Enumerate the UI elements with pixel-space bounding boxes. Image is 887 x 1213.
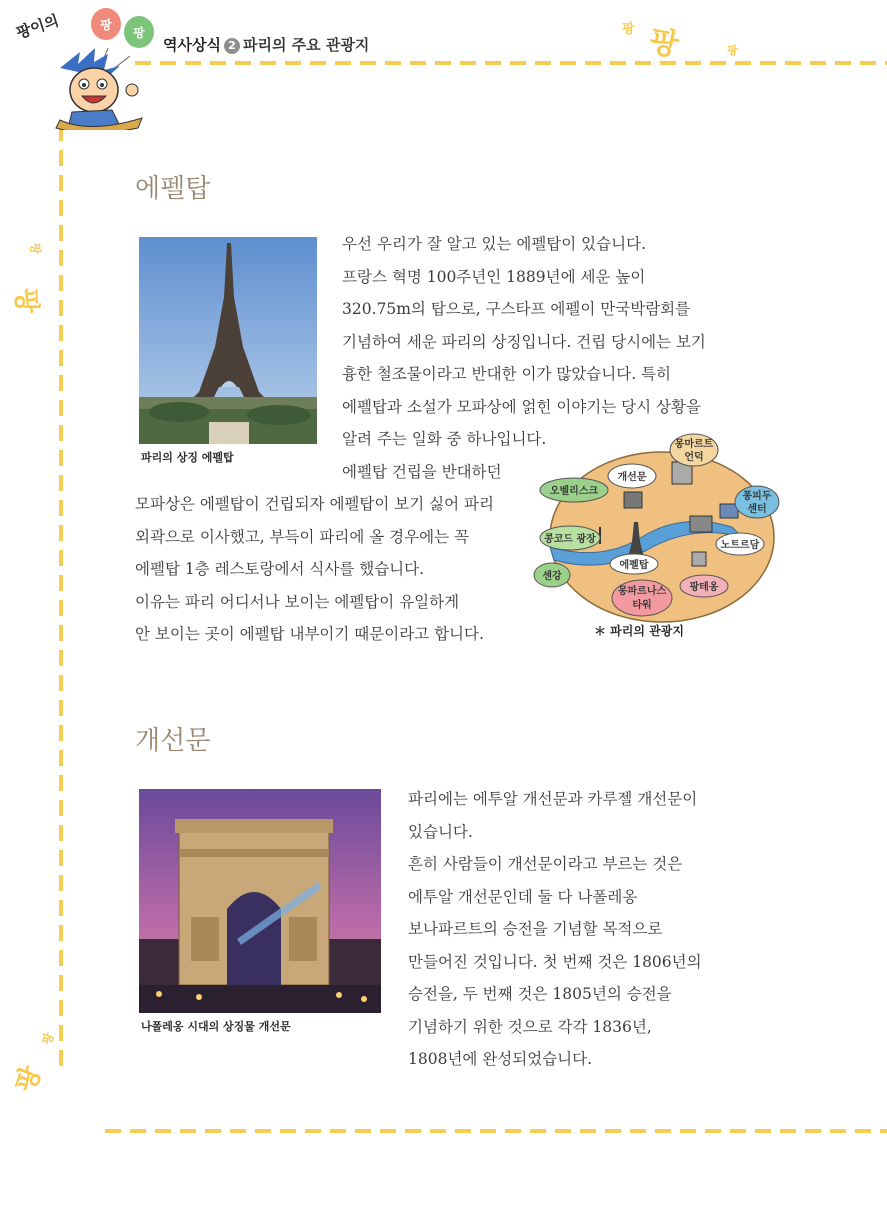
text-line: 320.75m의 탑으로, 구스타프 에펠이 만국박람회를 [342, 300, 691, 318]
text-line: 에펠탑과 소설가 모파상에 얽힌 이야기는 당시 상황을 [342, 397, 701, 416]
text-line: 파리에는 에투알 개선문과 카루젤 개선문이 [408, 790, 698, 808]
map-label-pantheon: 팡테옹 [689, 582, 719, 593]
deco-glyph-top-right: 팡 [645, 23, 682, 64]
arc-de-triomphe-photo [139, 789, 381, 1013]
text-line: 알려 주는 일화 중 하나입니다. [342, 430, 547, 448]
map-label-montmartre-2: 언덕 [684, 452, 704, 463]
page-header-title [163, 34, 369, 55]
text-line: 외곽으로 이사했고, 부득이 파리에 올 경우에는 꼭 [135, 527, 469, 546]
text-line: 우선 우리가 잘 알고 있는 에펠탑이 있습니다. [342, 235, 647, 253]
eiffel-paragraph-bottom [135, 488, 494, 651]
text-line: 프랑스 혁명 100주년인 1889년에 세운 높이 [342, 267, 646, 286]
deco-glyph-small-4: 팡 [39, 1030, 57, 1047]
text-line: 있습니다. [408, 822, 473, 841]
map-label-notredame: 노트르담 [720, 540, 760, 551]
map-label-pompidou-2: 센터 [747, 504, 767, 515]
balloon-left: 팡 [91, 8, 121, 40]
map-label-montmartre: 몽마르트 [674, 439, 714, 450]
text-line: 에펠탑 건립을 반대하던 [342, 462, 502, 481]
text-line: 에투알 개선문인데 둘 다 나폴레옹 [408, 887, 638, 906]
map-label-obelisk: 오벨리스크 [549, 486, 599, 497]
eiffel-photo-caption: 파리의 상징 에펠탑 [141, 451, 234, 464]
brand-label: 팡이의 [14, 11, 62, 43]
map-label-concorde: 콩코드 광장 [544, 534, 596, 545]
text-line: 1808년에 완성되었습니다. [408, 1050, 593, 1068]
map-label-eiffel: 에펠탑 [619, 560, 649, 571]
balloon-right: 팡 [124, 16, 154, 48]
map-caption: ＊ 파리의 관광지 [594, 624, 684, 638]
map-label-arc: 개선문 [617, 472, 647, 483]
map-label-montparnasse: 몽파르나스 [617, 586, 667, 597]
text-line: 만들어진 것입니다. 첫 번째 것은 1806년의 [408, 952, 702, 971]
deco-glyph-small-2: 팡 [727, 44, 738, 57]
text-line: 승전을, 두 번째 것은 1805년의 승전을 [408, 985, 672, 1003]
category-label: 역사상식 [163, 36, 221, 54]
section-title-eiffel: 에펠탑 [135, 174, 211, 204]
map-label-seine: 센강 [542, 571, 562, 582]
mascot-character [50, 38, 150, 130]
text-line: 기념하기 위한 것으로 각각 1836년, [408, 1017, 652, 1036]
section-title-arc: 개선문 [135, 726, 211, 756]
arc-paragraph [408, 783, 702, 1076]
deco-glyph-small-3: 팡 [28, 242, 43, 255]
text-line: 안 보이는 곳이 에펠탑 내부이기 때문이라고 합니다. [135, 625, 484, 643]
text-line: 이유는 파리 어디서나 보이는 에펠탑이 유일하게 [135, 592, 460, 611]
text-line: 에펠탑 1층 레스토랑에서 식사를 했습니다. [135, 560, 425, 578]
eiffel-tower-photo [139, 237, 317, 444]
text-line: 보나파르트의 승전을 기념할 목적으로 [408, 920, 663, 938]
arc-photo-caption: 나폴레옹 시대의 상징물 개선문 [141, 1020, 291, 1033]
paris-tourist-map [532, 432, 782, 644]
map-label-pompidou: 퐁피두 [742, 491, 772, 502]
map-label-montparnasse-2: 타워 [632, 600, 652, 611]
text-line: 모파상은 에펠탑이 건립되자 에펠탑이 보기 싫어 파리 [135, 495, 494, 513]
header-subtitle: 파리의 주요 관광지 [242, 36, 370, 54]
deco-glyph-left: 팡 [11, 287, 42, 314]
text-line: 흉한 철조물이라고 반대한 이가 많았습니다. 특히 [342, 365, 672, 383]
text-line: 흔히 사람들이 개선문이라고 부르는 것은 [408, 855, 683, 873]
deco-glyph-small-1: 팡 [622, 22, 635, 37]
text-line: 기념하여 세운 파리의 상징입니다. 건립 당시에는 보기 [342, 332, 706, 351]
section-number-badge: 2 [224, 38, 240, 54]
deco-glyph-bottom-left: 팡 [10, 1062, 48, 1097]
